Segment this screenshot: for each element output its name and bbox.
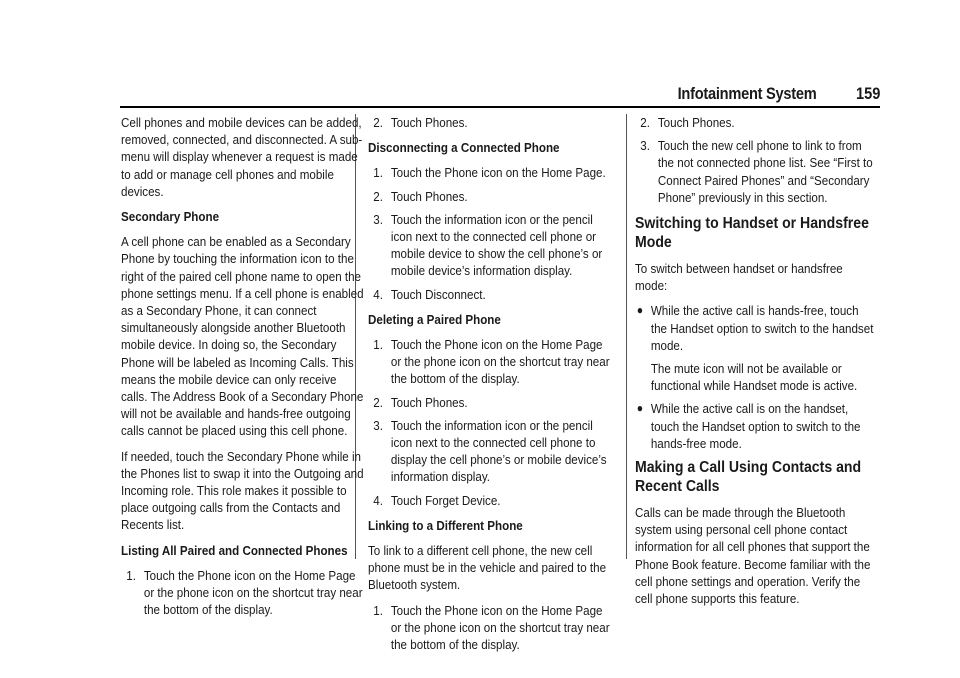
step-number: 1. <box>373 337 383 353</box>
list-item <box>368 114 611 131</box>
list-item <box>368 211 611 280</box>
handset-heading: Switching to Handset or Handsfree Mode <box>635 215 869 252</box>
link-steps <box>368 602 611 654</box>
listing-heading: Listing All Paired and Connected Phones <box>121 542 348 558</box>
step-number: 4. <box>373 492 383 508</box>
column-1 <box>121 114 364 626</box>
step-number: 2. <box>373 115 383 130</box>
section-title: Infotainment System <box>677 84 816 103</box>
step-text: Touch the information icon or the pencil icon next to the connected cell phone or mobile device to show the cell phone’s or mobile device’s information display. <box>390 211 603 279</box>
step-text: Touch the Phone icon on the Home Page. <box>390 165 606 181</box>
secondary-phone-paragraph-1: A cell phone can be enabled as a Secondary Phone by touching the information icon to the right of the paired cell phone name to open the phone settings menu. If a cell phone is enabled as a Secondary Phone, it can connect simultaneously alongside another Bluetooth mobile device. In doing so, the Secondary Phone will be labeled as Incoming Calls. This means the mobile device can only receive calls. The Address Book of a Secondary Phone will not be available and hands-free outgoing calls cannot be placed using this cell phone. <box>121 234 364 439</box>
handset-bullets-2 <box>635 400 878 452</box>
bullet-text: While the active call is hands-free, touch the Handset option to switch to the handset mode. <box>650 303 874 353</box>
page-number: 159 <box>855 84 880 103</box>
step-number: 1. <box>373 602 383 618</box>
step-number: 2. <box>373 394 383 410</box>
secondary-phone-paragraph-2: If needed, touch the Secondary Phone while in the Phones list to swap it into the Outgoing and Incoming role. This role makes it possible to place outgoing calls from the Contacts and Recents list. <box>121 448 364 533</box>
link-heading: Linking to a Different Phone <box>368 517 523 533</box>
list-item <box>368 602 611 654</box>
list-item <box>368 492 611 509</box>
listing-steps <box>121 567 364 619</box>
list-item <box>368 286 611 303</box>
bullet-icon: ● <box>636 303 644 318</box>
step-text: Touch the Phone icon on the Home Page or the phone icon on the shortcut tray near the bottom of the display. <box>390 602 610 653</box>
step-text: Touch Phones. <box>390 394 468 410</box>
list-item <box>635 114 878 131</box>
delete-steps <box>368 336 611 509</box>
step-number: 2. <box>373 188 383 204</box>
list-item <box>121 567 364 619</box>
intro-paragraph: Cell phones and mobile devices can be added, removed, connected, and disconnected. A sub-menu will display whenever a request is made to add or manage cell phones and mobile devices. <box>121 115 363 199</box>
calls-paragraph: Calls can be made through the Bluetooth system using personal cell phone contact information for all cell phones that support the Phone Book feature. Become familiar with the cell phone settings and operation. Verify the cell phone supports this feature. <box>635 505 871 607</box>
disconnect-steps <box>368 164 611 302</box>
bullet-icon: ● <box>636 401 644 416</box>
step-text: Touch the Phone icon on the Home Page or the phone icon on the shortcut tray near the bottom of the display. <box>143 567 363 618</box>
bullet-text: While the active call is on the handset, touch the Handset option to switch to the hands-free mode. <box>650 401 861 451</box>
list-item <box>368 164 611 181</box>
list-item <box>368 188 611 205</box>
calls-heading: Making a Call Using Contacts and Recent Calls <box>635 459 862 496</box>
disconnect-heading: Disconnecting a Connected Phone <box>368 140 560 156</box>
step-number: 3. <box>373 417 383 433</box>
step-text: Touch the information icon or the pencil icon next to the connected cell phone to display the cell phone’s or mobile device’s information display. <box>390 417 607 485</box>
list-item <box>635 400 878 452</box>
step-number: 1. <box>373 165 383 181</box>
step-number: 1. <box>126 567 136 583</box>
handset-intro: To switch between handset or handsfree mode: <box>635 261 843 294</box>
step-number: 3. <box>640 138 650 154</box>
step-text: Touch Phones. <box>657 115 735 130</box>
list-item <box>635 137 878 206</box>
header-rule <box>120 106 880 108</box>
step-number: 4. <box>373 286 383 302</box>
step-text: Touch Forget Device. <box>390 492 501 508</box>
column-2 <box>368 114 611 661</box>
step-text: Touch the new cell phone to link to from the not connected phone list. See “First to Connect Paired Phones” and “Secondary Phone” previously in this section. <box>657 138 873 205</box>
list-item <box>635 302 878 354</box>
link-intro: To link to a different cell phone, the new cell phone must be in the vehicle and paired to the Bluetooth system. <box>368 543 607 593</box>
list-item <box>368 336 611 388</box>
column-divider-2 <box>626 114 627 559</box>
step-text: Touch Phones. <box>390 188 468 204</box>
list-item <box>368 417 611 486</box>
secondary-phone-heading: Secondary Phone <box>121 209 220 225</box>
handset-note: The mute icon will not be available or functional while Handset mode is active. <box>650 361 858 394</box>
listing-steps-continued <box>368 114 611 131</box>
delete-heading: Deleting a Paired Phone <box>368 311 501 327</box>
step-number: 3. <box>373 211 383 227</box>
list-item <box>368 394 611 411</box>
step-number: 2. <box>640 115 650 130</box>
step-text: Touch Disconnect. <box>390 286 486 302</box>
step-text: Touch the Phone icon on the Home Page or the phone icon on the shortcut tray near the bottom of the display. <box>390 337 610 387</box>
column-3 <box>635 114 878 615</box>
link-steps-continued <box>635 114 878 206</box>
handset-bullets <box>635 302 878 354</box>
step-text: Touch Phones. <box>390 115 468 130</box>
